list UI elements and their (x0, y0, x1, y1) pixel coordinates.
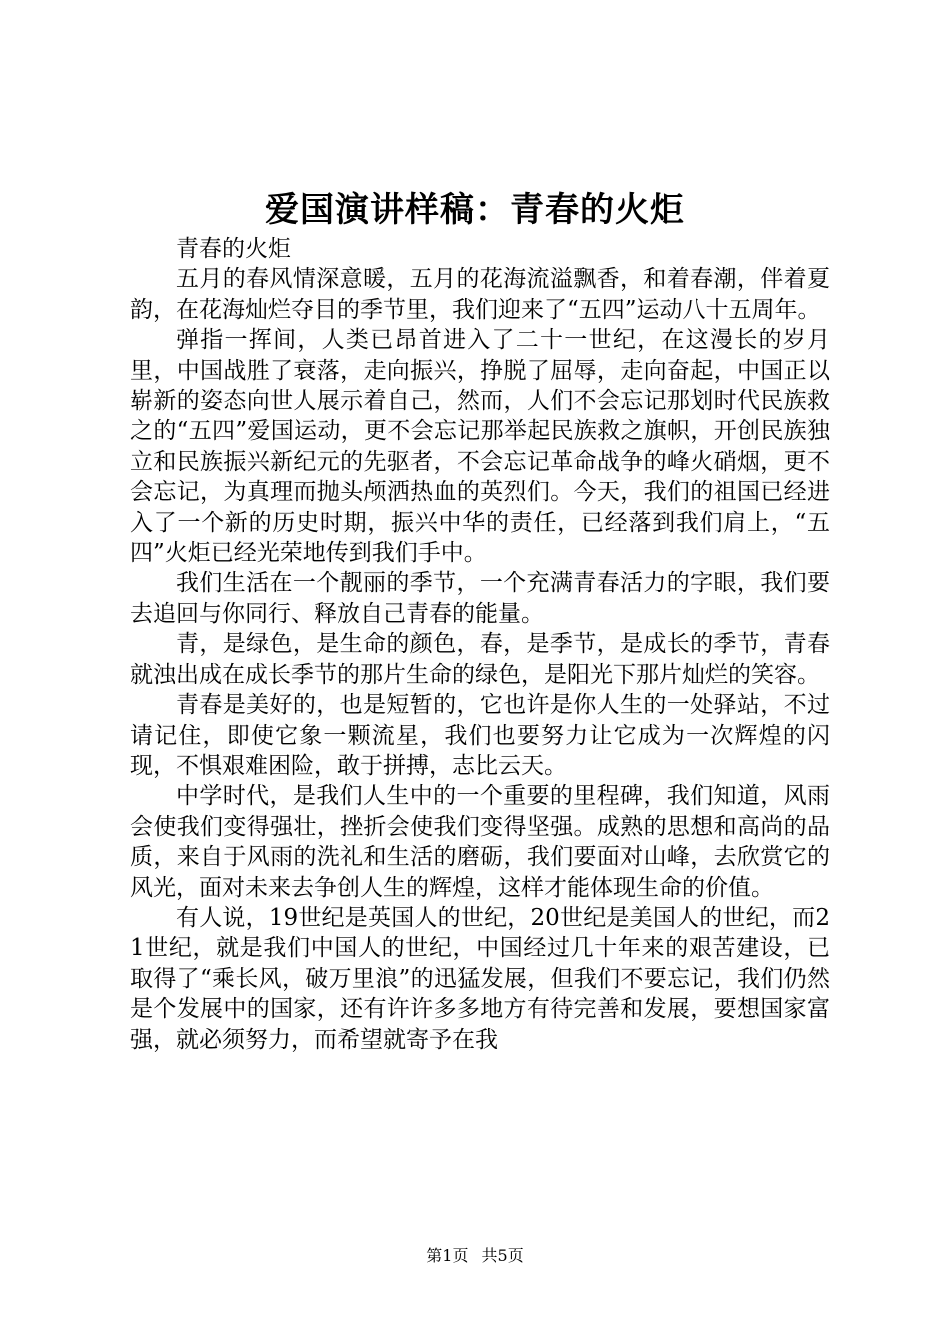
paragraph: 中学时代，是我们人生中的一个重要的里程碑，我们知道，风雨会使我们变得强壮，挫折会使我们变得坚强。成熟的思想和高尚的品质，来自于风雨的洗礼和生活的磨砺，我们要面对山峰，去欣赏它的风光，面对未来去争创人生的辉煌，这样才能体现生命的价值。 (130, 783, 830, 901)
paragraph: 有人说，19世纪是英国人的世纪，20世纪是美国人的世纪，而21世纪，就是我们中国人的世纪，中国经过几十年来的艰苦建设，已取得了“乘长风，破万里浪”的迅猛发展，但我们不要忘记，我们仍然是个发展中的国家，还有许许多多地方有待完善和发展，要想国家富强，就必须努力，而希望就寄予在我 (130, 904, 830, 1053)
paragraph: 弹指一挥间，人类已昂首进入了二十一世纪，在这漫长的岁月里，中国战胜了衰落，走向振兴，挣脱了屈辱，走向奋起，中国正以崭新的姿态向世人展示着自己，然而，人们不会忘记那划时代民族救之的“五四”爱国运动，更不会忘记那举起民族救之旗帜，开创民族独立和民族振兴新纪元的先驱者，不会忘记革命战争的峰火硝烟，更不会忘记，为真理而抛头颅洒热血的英烈们。今天，我们的祖国已经进入了一个新的历史时期，振兴中华的责任，已经落到我们肩上，“五四”火炬已经光荣地传到我们手中。 (130, 327, 830, 567)
paragraph: 我们生活在一个靓丽的季节，一个充满青春活力的字眼，我们要去追回与你同行、释放自己青春的能量。 (130, 570, 830, 627)
document-title: 爱国演讲样稿：青春的火炬 (265, 190, 685, 230)
paragraph-subtitle: 青春的火炬 (176, 236, 291, 262)
paragraph: 青春是美好的，也是短暂的，它也许是你人生的一处驿站，不过请记住，即使它象一颗流星，我们也要努力让它成为一次辉煌的闪现，不惧艰难困险，敢于拼搏，志比云天。 (130, 692, 830, 779)
page-number: 第1页 (426, 1246, 469, 1265)
paragraph: 五月的春风情深意暖，五月的花海流溢飘香，和着春潮，伴着夏韵，在花海灿烂夺目的季节里，我们迎来了“五四”运动八十五周年。 (130, 266, 830, 323)
page-total: 共5页 (481, 1246, 524, 1265)
document-body (130, 234, 830, 1055)
paragraph: 青，是绿色，是生命的颜色，春，是季节，是成长的季节，青春就浊出成在成长季节的那片生命的绿色，是阳光下那片灿烂的笑容。 (130, 631, 830, 688)
page-footer (0, 1245, 950, 1267)
